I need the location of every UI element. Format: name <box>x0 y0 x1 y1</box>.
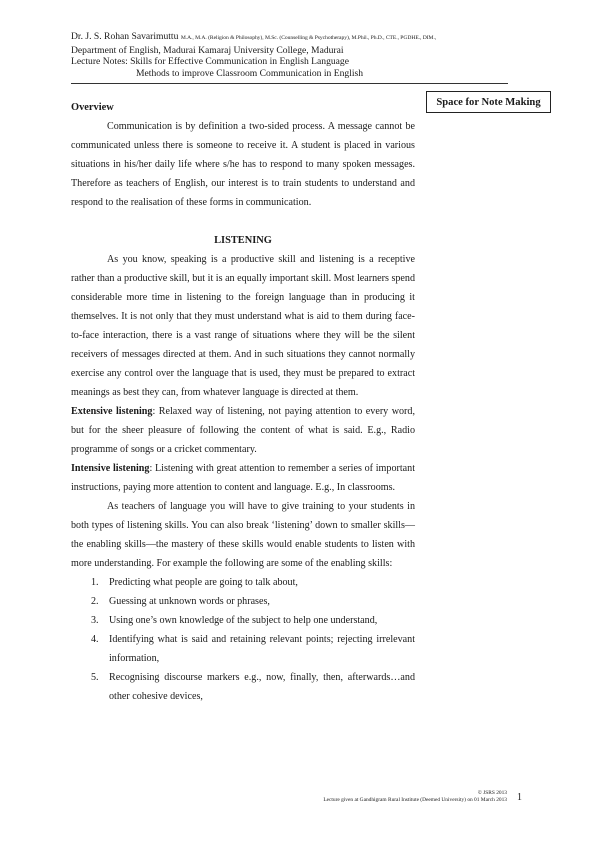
note-making-label: Space for Note Making <box>436 96 541 108</box>
main-content <box>71 98 415 706</box>
copyright-notice: © JSRS 2013 <box>477 790 507 796</box>
list-item <box>71 592 415 611</box>
list-item <box>71 668 415 706</box>
list-item-number: 1. <box>91 577 99 588</box>
lecture-subtitle: Methods to improve Classroom Communication in English <box>136 67 364 79</box>
author-name: Dr. J. S. Rohan Savarimuttu <box>71 31 179 42</box>
list-item <box>71 630 415 668</box>
list-item-text: Recognising discourse markers e.g., now, finally, then, afterwards…and other cohesive devices, <box>109 672 415 702</box>
list-item-number: 5. <box>91 672 99 683</box>
listening-paragraph: As you know, speaking is a productive skill and listening is a receptive rather than a productive skill, but it is an equally important skill. Most learners spend considerable more time in listening to the foreign language than in producing it themselves. It is not only that they must understand what is aid to them during face-to-face interaction, there is a vast range of situations where they will be the silent receivers of messages directed at them. And in such situations they cannot normally exercise any control over the language that is used, they must be prepared to extract meanings as best they can, from whatever language is directed at them. <box>71 254 415 398</box>
list-item-number: 2. <box>91 596 99 607</box>
intensive-listening-term: Intensive listening <box>71 463 150 474</box>
list-item-text: Guessing at unknown words or phrases, <box>109 596 270 607</box>
spacer <box>71 212 415 231</box>
page-number: 1 <box>517 792 522 803</box>
intensive-listening-text: : Listening with great attention to remember a series of important instructions, paying more attention to content and language. E.g., In classrooms. <box>71 463 415 493</box>
list-item-text: Identifying what is said and retaining relevant points; rejecting irrelevant information, <box>109 634 415 664</box>
author-line <box>71 31 511 45</box>
list-item-number: 3. <box>91 615 99 626</box>
list-item-number: 4. <box>91 634 99 645</box>
list-item <box>71 611 415 630</box>
list-item-text: Predicting what people are going to talk about, <box>109 577 298 588</box>
header-divider <box>71 83 508 84</box>
lecture-info: Lecture given at Gandhigram Rural Institute (Deemed University) on 01 March 2013 <box>323 797 507 804</box>
page-footer <box>323 790 507 805</box>
extensive-listening-term: Extensive listening <box>71 406 153 417</box>
list-item-text: Using one’s own knowledge of the subject to help one understand, <box>109 615 378 626</box>
enabling-skills-list <box>71 573 415 706</box>
department-line: Department of English, Madurai Kamaraj University College, Madurai <box>71 44 344 56</box>
intensive-listening-definition <box>71 459 415 497</box>
list-item <box>71 573 415 592</box>
note-making-box <box>426 91 551 113</box>
listening-heading: LISTENING <box>214 235 272 246</box>
lecture-notes-line: Lecture Notes: Skills for Effective Communication in English Language <box>71 56 349 68</box>
extensive-listening-text: : Relaxed way of listening, not paying attention to every word, but for the sheer pleasure of following the content of what is said. E.g., Radio programme of songs or a cricket commentary. <box>71 406 415 455</box>
page-header <box>71 31 511 79</box>
author-qualifications: M.A., M.A. (Religion & Philosophy), M.Sc. (Counselling & Psychotherapy), M.Phil., Ph.D., CTE., PGDHE., DIM., <box>180 35 437 41</box>
overview-paragraph: Communication is by definition a two-sided process. A message cannot be communicated unless there is someone to receive it. A student is placed in various situations in his/her daily life where s/he has to respond to many spoken messages. Therefore as teachers of English, our interest is to train students to understand and respond to the realisation of these forms in communication. <box>71 121 415 208</box>
teachers-paragraph: As teachers of language you will have to give training to your students in both types of listening skills. You can also break ‘listening’ down to smaller skills—the enabling skills—the mastery of these skills would enable students to listen with more understanding. For example the following are some of the enabling skills: <box>71 501 415 569</box>
extensive-listening-definition <box>71 402 415 459</box>
overview-heading: Overview <box>71 102 114 113</box>
